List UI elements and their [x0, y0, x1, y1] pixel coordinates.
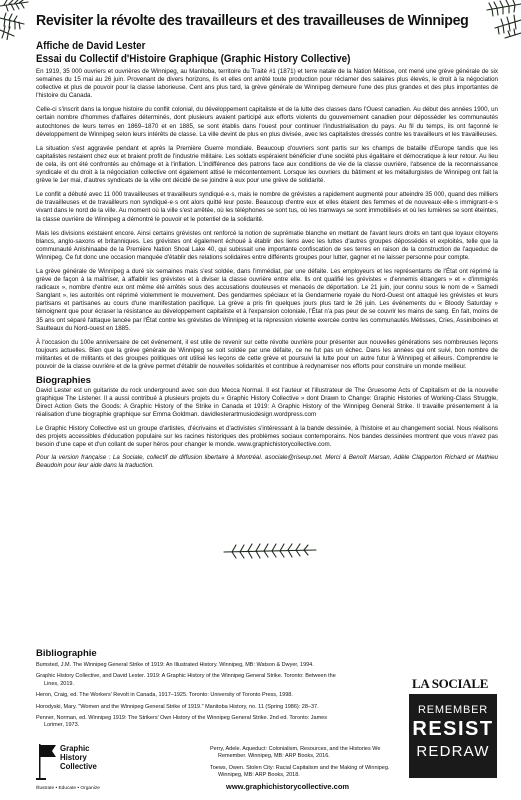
ghc-logo-line: Collective [60, 761, 97, 771]
ghc-logo-line: History [60, 752, 87, 762]
biographies-heading: Biographies [36, 375, 91, 387]
paragraph: Celle-ci s'inscrit dans la longue histoire du conflit colonial, du développement capitaliste et de la lutte des classes dans l'Ouest canadien. Au début des années 1900, un certain nombre d'hommes d'affaires déterminés, dont plusieurs avaient participé aux efforts violents du gouvernement canadien pour déposséder les communautés autochtones de leurs terres en 1869–1870 et en 1885, se sont établis dans l'ouest pour continuer l'industrialisation du pays. Au fil du temps, ils ont façonné le développement de Winnipeg selon leurs intérêts de classe. La ville devint de plus en plus divisée, avec les capitalistes dressés contre les travailleurs et les travailleuses. [36, 106, 498, 138]
badge-remember: REMEMBER [418, 704, 488, 716]
badge-redraw: REDRAW [416, 743, 490, 760]
essay-body [36, 68, 498, 475]
bibliography-entry: Heron, Craig, ed. The Workers' Revolt in Canada, 1917–1925. Toronto: University of Toronto Press, 1998. [36, 692, 293, 699]
paragraph: À l'occasion du 100e anniversaire de cet événement, il est utile de revenir sur cette révolte ouvrière pour présenter aux nouvelles générations ses nombreuses leçons toujours actuelles. Bien que la grève générale de Winnipeg se soit soldée par une défaite, ce ne fut pas un échec. Dans les années qui ont suivi, bon nombre de militantes et de militants et des groupes politiques ont utilisé les leçons de cette grève et poursuivi la lutte pour un autre futur à Winnipeg et ailleurs. Comprendre le pouvoir de la classe ouvrière et de la grève permet d'établir de nouvelles solidarités et contribue à redynamiser nos efforts pour construire un monde meilleur. [36, 338, 498, 370]
bibliography-heading: Bibliographie [36, 648, 97, 659]
badge-resist: RESIST [412, 718, 494, 740]
website-link[interactable]: www.graphichistorycollective.com [226, 782, 350, 791]
page-title: Revisiter la révolte des travailleurs et des travailleuses de Winnipeg [36, 12, 469, 29]
bibliography-entry: Perry, Adele. Aqueduct: Colonialism, Resources, and the Histories We Remember. Winnipeg, MB: ARP Books, 2016. [210, 746, 381, 760]
bio-david-lester: David Lester est un guitariste du rock underground avec son duo Mecca Normal. Il est l'auteur et l'illustrateur de The Gruesome Acts of Capitalism et de la nouvelle graphique The Listener. Il a aussi contribué à plusieurs projets du « Graphic History Collective » dont Drawn to Change: Graphic Histories of Working-Class Struggle, Direct Action Gets the Goods: A Graphic History of the Strike in Canada et 1919: A Graphic History of the Winnipeg General Strike. Il travaille présentement à la réalisation d'une biographie graphique sur Emma Goldman. davidlesterartmusicdesign.wordpress.com [36, 387, 498, 419]
ghc-flag-icon [36, 742, 58, 782]
bibliography-entry: Bumsted, J.M. The Winnipeg General Strike of 1919: An Illustrated History. Winnipeg, MB: Watson & Dwyer, 1994. [36, 662, 314, 668]
remember-resist-redraw-badge [409, 694, 497, 778]
bibliography-list [36, 662, 336, 734]
paragraph: En 1919, 35 000 ouvriers et ouvrières de Winnipeg, au Manitoba, territoire du Traité #1 (1871) et terre natale de la Nation Métisse, ont mené une grève générale de six semaines du 15 mai au 26 juin. Provenant de divers horizons, ils et elles ont arrêté toute production pour réclamer des salaires plus élevés, le droit à la négociation collective et plus de pouvoir pour la classe laborieuse. Cent ans plus tard, la grève générale de Winnipeg demeure l'une des plus grandes et des plus importantes de l'histoire du Canada. [36, 68, 498, 100]
biographies-section [36, 387, 498, 449]
ghc-logo-line: Graphic [60, 744, 90, 753]
bibliography-entry: Horodyski, Mary. "Women and the Winnipeg General Strike of 1919." Manitoba History, no. 11 (Spring 1986): 28–37. [36, 703, 319, 710]
bio-ghc: Le Graphic History Collective est un groupe d'artistes, d'écrivains et d'activistes s'intéressant à la bande dessinée, à l'histoire et au changement social. Nous réalisons des projets accessibles d'éducation populaire sur les racines historiques des problèmes sociaux contemporains. Nos bandes dessinées montrent que vous n'avez pas besoin d'une cape et d'un collant de super héros pour changer le monde. www.graphichistorycollective.com. [36, 424, 498, 448]
bibliography-entry: Graphic History Collective, and David Lester. 1919: A Graphic History of the Winnipeg General Strike. Toronto: Between the Lines, 2019. [36, 673, 336, 687]
essay-credit: Essai du Collectif d'Histoire Graphique (Graphic History Collective) [36, 53, 351, 65]
pine-branch-icon [222, 542, 318, 560]
poster-credit: Affiche de David Lester [36, 40, 146, 52]
bibliography-list-right [210, 746, 410, 784]
bibliography-entry: Toews, Owen. Stolen City: Racial Capitalism and the Making of Winnipeg. Winnipeg, MB: ARP Books, 2018. [210, 764, 390, 779]
paragraph: La situation s'est aggravée pendant et après la Première Guerre mondiale. Beaucoup d'ouvriers sont partis sur les champs de bataille d'Europe tandis que les capitalistes restaient chez eux et braient profit de l'industrie militaire. Les soldats espéraient bénéficier d'une société plus égalitaire et démocratique à leur retour. Au lieu de cela, ils ont été confrontés au chômage et à l'inflation. L'indifférence des patrons face aux conditions de vie de la classe ouvrière, l'absence de la reconnaissance syndicale et du droit à la négociation collective ont également attisé le mécontentement. Lorsque les ouvriers du bâtiment et les métallurgistes de Winnipeg ont fait la grève le 1er mai, d'autres syndicats de la ville ont décidé de se joindre à eux pour une grève de solidarité. [36, 144, 498, 185]
la-sociale-logo: LA SOCIALE [412, 676, 489, 691]
ghc-logo-text [60, 745, 97, 771]
translation-credit: Pour la version française : La Sociale, collectif de diffusion libertaire à Montréal. asociale@riseup.net. Merci à Benoît Marsan, Adèle Clapperton Richard et Mathieu Beaudoin pour leur aide dans la traduction. [36, 453, 498, 469]
bibliography-entry: Penner, Norman, ed. Winnipeg 1919: The Strikers' Own History of the Winnipeg General Strike. 2nd ed. Toronto: James Lorimer, 1973. [36, 715, 327, 729]
ghc-tagline: Illustrate • Educate • Organize [36, 786, 100, 791]
paragraph: La grève générale de Winnipeg a duré six semaines mais s'est soldée, dans l'immédiat, par une défaite. Les employeurs et les représentants de l'État ont réprimé la grève de façon à la maîtriser, à affaiblir les grévistes et à diviser la classe ouvrière entre elle. Ils ont qualifié les grévistes « d'ennemis étrangers » et « d'immigrés radicaux », nombre d'entre eux ont même été arrêtés sous des accusations douteuses et menacés de déportation. Le 21 juin, jour connu sous le nom de « Samedi Sanglant », les autorités ont réprimé violemment le mouvement. Des gendarmes spéciaux et la Gendarmerie royale du Nord-Ouest ont attaqué les grévistes et leurs partisans et partisanes au cours d'une manifestation pacifique. La grève a pris fin quelques jours plus tard le 26 juin. Les événements du « Bloody Saturday » témoignent que pour écraser la résistance au développement capitaliste et à l'expansion coloniale, l'État n'a pas peur de se couvrir les mains de sang. En fait, moins de 35 ans ont séparé l'attaque lancée par l'État contre les grévistes de Winnipeg et la répression violente exercée contre les communautés Métisses, Cries, Assiniboines et Saulteaux du Nord-ouest en 1885. [36, 267, 498, 332]
paragraph: Le conflit a débuté avec 11 000 travailleuses et travailleurs syndiqué·e·s, mais le nombre de grévistes a rapidement augmenté pour atteindre 35 000, quand des milliers de travailleuses et de travailleurs non syndiqué·e·s ont alors quitté leur poste. Beaucoup d'entre eux et elles étaient des femmes et de nouveaux·elle·s immigrant·e·s vivant dans le nord de la ville. Au moment où la ville s'est arrêtée, où les téléphones se sont tus, où les tramways se sont immobilisés et où les lumières se sont éteintes, la classe ouvrière de Winnipeg a démontré le pouvoir et le potentiel de la solidarité. [36, 191, 498, 223]
paragraph: Mais les divisions existaient encore. Ainsi certains grévistes ont renforcé la notion de suprématie blanche en mettant de l'avant leurs droits en tant que loyaux citoyens blancs, anglo-saxons et britanniques. Les grévistes ont également échoué à établir des liens avec les luttes d'autres groupes dépossédés et exploités, telle que la communauté Anishinaabe de la Première Nation Shoal Lake 40, qui subissait une importante confiscation de ses terres en raison de la construction de l'aqueduc de Winnipeg. Ce fut donc une occasion manquée d'établir des relations solidaires entre différents groupes pour lutter, gagner et ne laisser personne pour compte. [36, 229, 498, 261]
